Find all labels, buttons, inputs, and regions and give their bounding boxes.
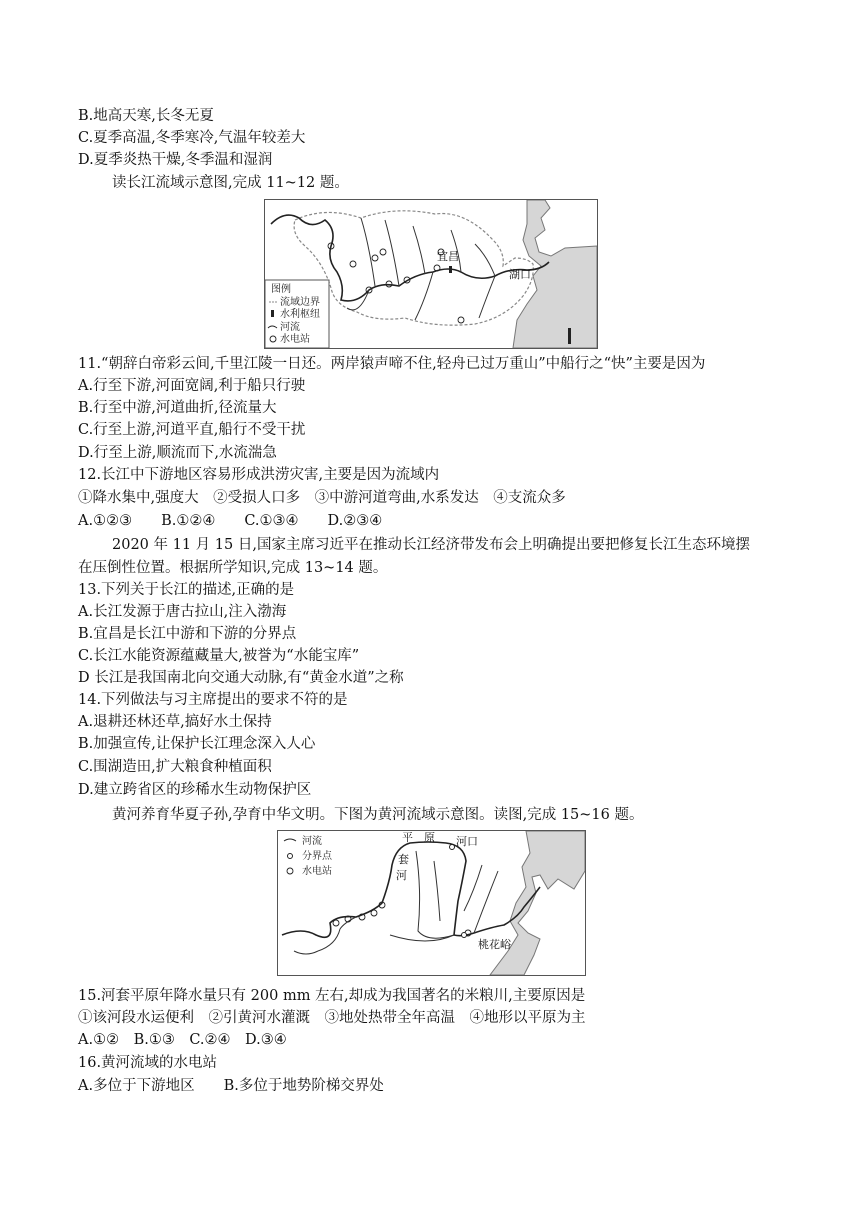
label-yuan: 原	[424, 831, 435, 844]
q14-option-d: D.建立跨省区的珍稀水生动物保护区	[78, 782, 312, 798]
q14-stem: 14.下列做法与习主席提出的要求不符的是	[78, 692, 348, 708]
legend-boundary-point: 分界点	[302, 851, 332, 862]
q16-options: A.多位于下游地区 B.多位于地势阶梯交界处	[78, 1078, 384, 1094]
legend-river: 河流	[280, 322, 300, 333]
q11-option-b: B.行至中游,河道曲折,径流量大	[78, 400, 277, 416]
q11-stem: 11.“朝辞白帝彩云间,千里江陵一日还。两岸猿声啼不住,轻舟已过万重山”中船行之“快”主要是因为	[78, 356, 706, 372]
label-tao: 套	[398, 853, 409, 866]
q12-stem: 12.长江中下游地区容易形成洪涝灾害,主要是因为流域内	[78, 467, 440, 483]
intro-15-16: 黄河养育华夏子孙,孕育中华文明。下图为黄河流域示意图。读图,完成 15~16 题。	[112, 807, 644, 823]
q11-option-d: D.行至上游,顺流而下,水流湍急	[78, 445, 277, 461]
q13-option-c: C.长江水能资源蕴藏量大,被誉为“水能宝库”	[78, 648, 360, 664]
label-hukou: 湖口	[509, 268, 531, 281]
q15-statements: ①该河段水运便利 ②引黄河水灌溉 ③地处热带全年高温 ④地形以平原为主	[78, 1010, 586, 1026]
q14-option-c: C.围湖造田,扩大粮食种植面积	[78, 759, 272, 775]
q13-option-b: B.宜昌是长江中游和下游的分界点	[78, 626, 297, 642]
legend-river: 河流	[302, 836, 322, 847]
intro-13-14-line2: 在压倒性位置。根据所学知识,完成 13~14 题。	[78, 560, 388, 576]
q11-option-a: A.行至下游,河面宽阔,利于船只行驶	[78, 378, 306, 394]
q11-option-c: C.行至上游,河道平直,船行不受干扰	[78, 422, 306, 438]
yangtze-basin-map	[264, 199, 598, 349]
q15-options: A.①② B.①③ C.②④ D.③④	[78, 1032, 287, 1048]
q10-option-c: C.夏季高温,冬季寒冷,气温年较差大	[78, 130, 306, 146]
q13-option-d: D 长江是我国南北向交通大动脉,有“黄金水道”之称	[78, 670, 404, 686]
legend-hydropower: 水电站	[280, 334, 310, 345]
q15-stem: 15.河套平原年降水量只有 200 mm 左右,却成为我国著名的米粮川,主要原因是	[78, 988, 586, 1004]
yellow-river-basin-map	[277, 830, 586, 976]
label-ping: 平	[402, 831, 413, 844]
q13-option-a: A.长江发源于唐古拉山,注入渤海	[78, 604, 287, 620]
q10-option-b: B.地高天寒,长冬无夏	[78, 108, 214, 124]
q12-statements: ①降水集中,强度大 ②受损人口多 ③中游河道弯曲,水系发达 ④支流众多	[78, 490, 566, 506]
q14-option-a: A.退耕还林还草,搞好水土保持	[78, 714, 272, 730]
label-hekou: 河口	[456, 835, 478, 848]
label-he: 河	[396, 869, 407, 882]
q14-option-b: B.加强宣传,让保护长江理念深入人心	[78, 736, 316, 752]
q12-options: A.①②③ B.①②④ C.①③④ D.②③④	[78, 513, 383, 529]
legend-water-project: 水利枢纽	[280, 309, 320, 320]
q16-stem: 16.黄河流域的水电站	[78, 1055, 218, 1071]
label-taohuayu: 桃花峪	[478, 938, 511, 951]
q10-option-d: D.夏季炎热干燥,冬季温和湿润	[78, 152, 273, 168]
intro-11-12: 读长江流域示意图,完成 11~12 题。	[112, 175, 349, 191]
legend-basin-boundary: 流域边界	[280, 297, 320, 308]
q13-stem: 13.下列关于长江的描述,正确的是	[78, 582, 295, 598]
legend-hydropower: 水电站	[302, 866, 332, 877]
intro-13-14-line1: 2020 年 11 月 15 日,国家主席习近平在推动长江经济带发布会上明确提出要把修复长江生态环境摆	[112, 537, 750, 553]
label-yichang: 宜昌	[437, 250, 459, 263]
legend-title: 图例	[271, 284, 291, 295]
